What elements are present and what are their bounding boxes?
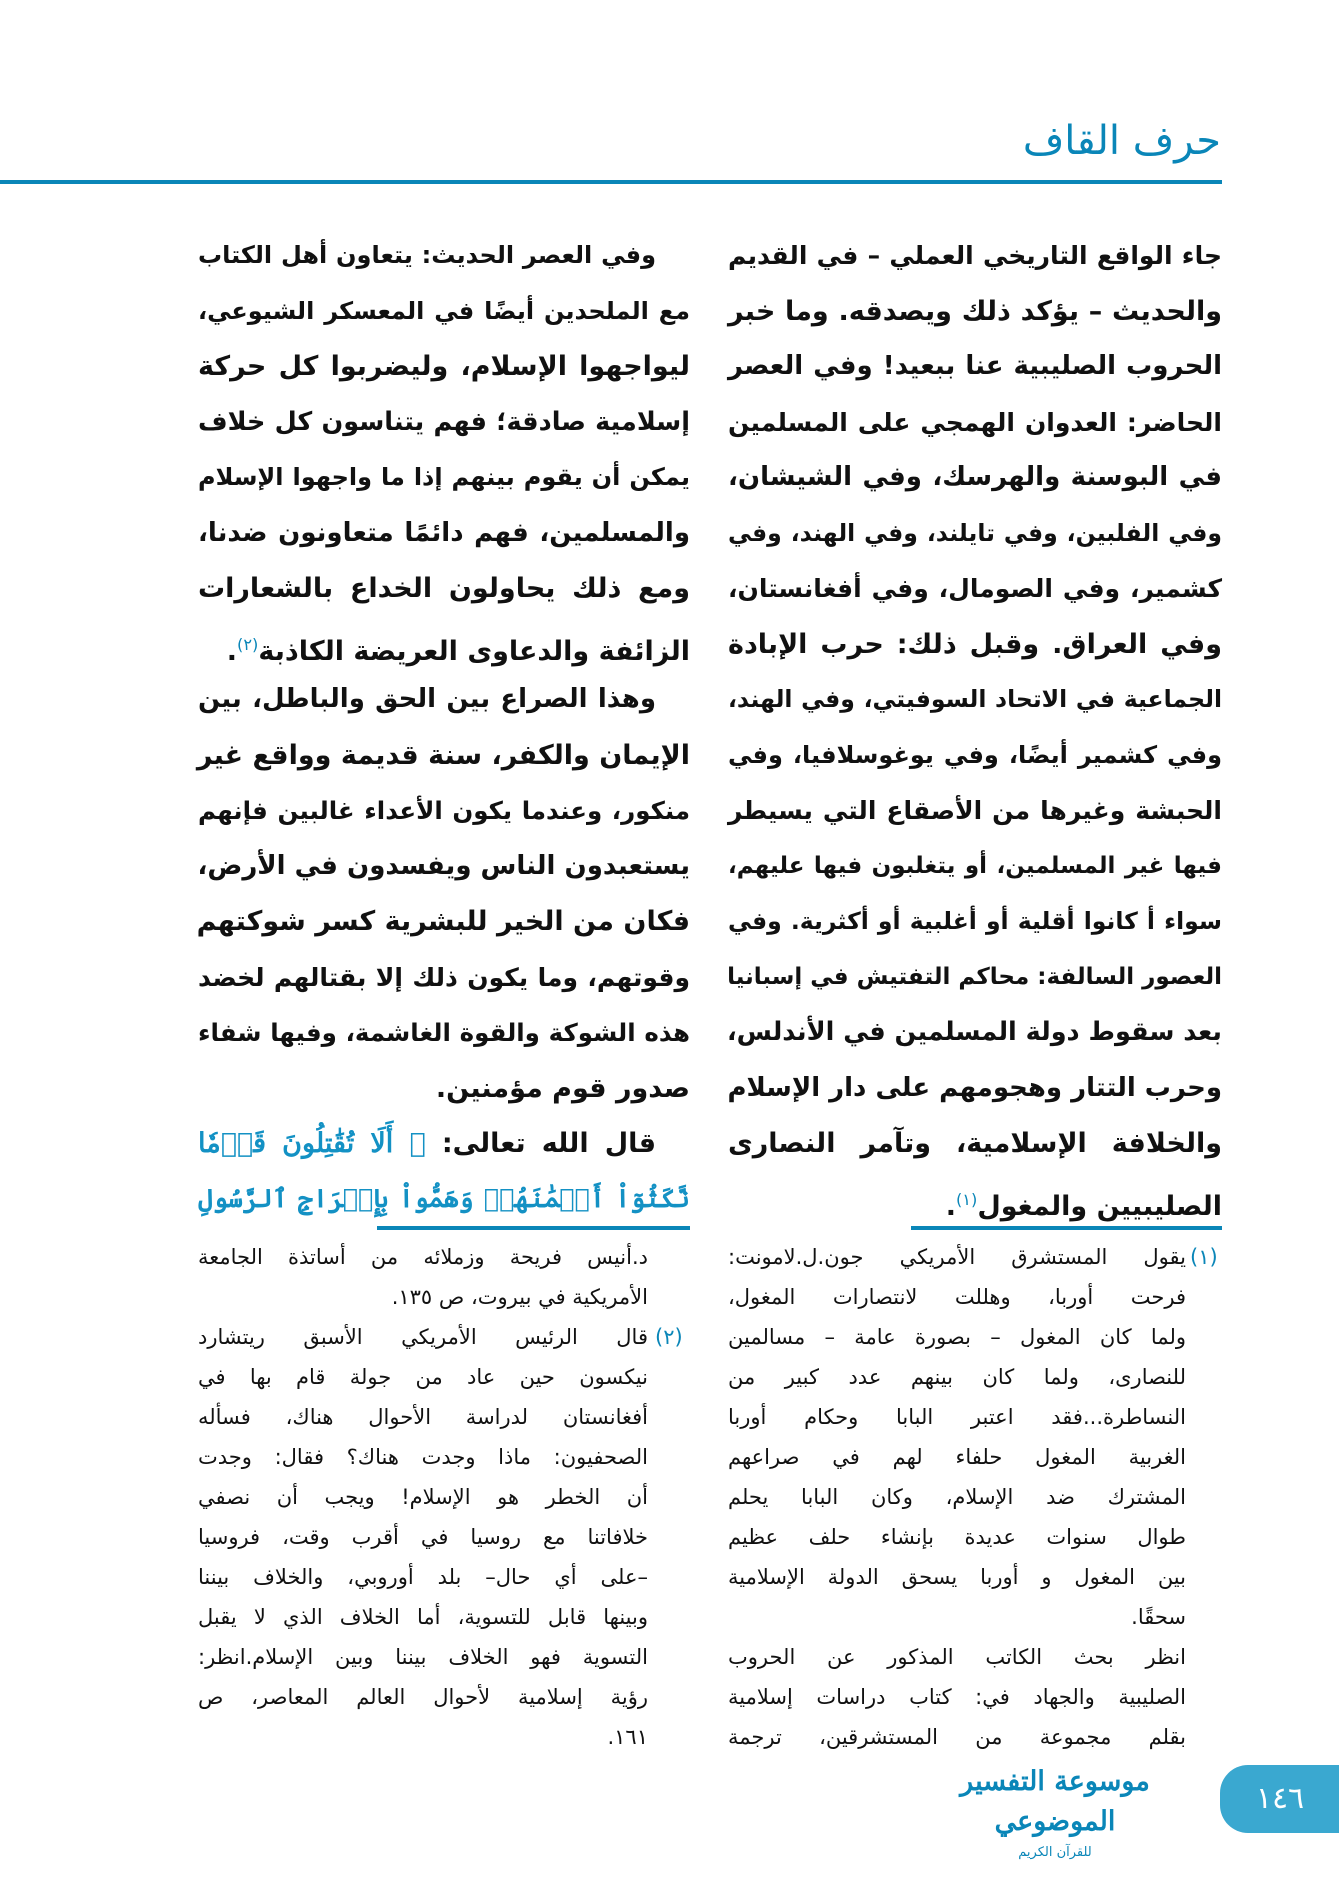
text-line (198, 672, 656, 727)
line-text: يمكن أن يقوم بينهم إذا ما واجهوا الإسلام (198, 463, 690, 491)
text-line (728, 1557, 1186, 1597)
text-line (728, 450, 1222, 505)
line-text: والخلافة الإسلامية، وتآمر النصارى (728, 1128, 1222, 1159)
line-text: إسلامية صادقة؛ فهم يتناسون كل خلاف (198, 406, 690, 437)
text-line (198, 1437, 648, 1477)
line-text: –على أي حال– بلد أوروبي، والخلاف بيننا (198, 1565, 648, 1589)
line-text: وفي الفلبين، وفي تايلند، وفي الهند، وفي (728, 518, 1222, 547)
text-line (198, 1717, 648, 1757)
line-text: ليواجهوا الإسلام، وليضربوا كل حركة (198, 351, 690, 382)
line-text: طوال سنوات عديدة بإنشاء حلف عظيم (728, 1525, 1186, 1549)
line-text: وحرب التتار وهجومهم على دار الإسلام (727, 1072, 1222, 1103)
text-line (728, 561, 1222, 616)
text-line (728, 1677, 1186, 1717)
left-footnotes (198, 1237, 648, 1767)
line-text: مع الملحدين أيضًا في المعسكر الشيوعي، (198, 296, 690, 325)
line-text: المشترك ضد الإسلام، وكان البابا يحلم (728, 1485, 1186, 1509)
line-text: وفي كشمير أيضًا، وفي يوغوسلافيا، وفي (728, 740, 1222, 769)
line-text: وقوتهم، وما يكون ذلك إلا بقتالهم لخضد (198, 962, 690, 992)
text-line (198, 561, 690, 616)
text-line (198, 1061, 690, 1116)
text-line (728, 1517, 1186, 1557)
line-text: وهذا الصراع بين الحق والباطل، بين (198, 684, 656, 714)
line-text: فكان من الخير للبشرية كسر شوكتهم (196, 906, 690, 937)
text-line (198, 617, 690, 672)
footnote-separator-left (377, 1226, 690, 1230)
line-text: النساطرة...فقد اعتبر البابا وحكام أوربا (728, 1405, 1186, 1429)
footnote-number-1: (١) (1190, 1245, 1218, 1269)
text-line (728, 506, 1222, 561)
text-line (728, 839, 1222, 894)
text-line (728, 228, 1222, 283)
text-line (728, 1116, 1222, 1171)
line-text: ١٦١. (607, 1725, 648, 1749)
line-text: ولما كان المغول – بصورة عامة – مسالمين (728, 1325, 1186, 1349)
text-line (198, 1317, 648, 1357)
text-line (198, 1637, 648, 1677)
left-column-body (198, 228, 690, 1228)
line-text: فيها غير المسلمين، أو يتغلبون فيها عليهم، (728, 852, 1222, 879)
text-line (728, 1061, 1222, 1116)
text-line (198, 839, 690, 894)
text-line (728, 1277, 1186, 1317)
text-line (728, 950, 1222, 1005)
text-line (198, 1277, 648, 1317)
line-text: ومع ذلك يحاولون الخداع بالشعارات (198, 573, 690, 604)
footnote-number-2: (٢) (655, 1325, 683, 1349)
text-line (198, 950, 690, 1005)
text-line (198, 1172, 690, 1227)
header-divider (0, 180, 1222, 184)
text-line (728, 617, 1222, 672)
line-text: يقول المستشرق الأمريكي جون.ل.لامونت: (728, 1245, 1186, 1269)
line-text: نيكسون حين عاد من جولة قام بها في (198, 1365, 648, 1389)
text-line (728, 894, 1222, 949)
line-text: للنصارى، ولما كان بينهم عدد كبير من (728, 1365, 1186, 1389)
line-text: والحديث – يؤكد ذلك ويصدقه. وما خبر (728, 295, 1222, 327)
line-text: الحروب الصليبية عنا ببعيد! وفي العصر (728, 351, 1222, 381)
line-text: والمسلمين، فهم دائمًا متعاونون ضدنا، (198, 517, 690, 548)
text-line (198, 1477, 648, 1517)
line-text: التسوية فهو الخلاف بيننا وبين الإسلام.انظر: (198, 1645, 648, 1669)
footnote-reference[interactable]: (٢) (237, 634, 259, 654)
line-text: الغربية المغول حلفاء لهم في صراعهم (728, 1445, 1186, 1469)
line-text: في البوسنة والهرسك، وفي الشيشان، (728, 462, 1222, 492)
line-text: سواء أ كانوا أقلية أو أغلبية أو أكثرية. وفي (728, 907, 1222, 935)
text-line (198, 450, 690, 505)
line-punctuation: . (226, 635, 238, 667)
text-line (728, 1597, 1186, 1637)
text-line (728, 1637, 1186, 1677)
line-text: انظر بحث الكاتب المذكور عن الحروب (728, 1645, 1186, 1669)
logo-subtitle: للقرآن الكريم (1018, 1845, 1092, 1860)
page-number-badge: ١٤٦ (1220, 1765, 1339, 1833)
text-line (728, 1172, 1222, 1227)
line-punctuation: . (945, 1190, 956, 1222)
line-text: جاء الواقع التاريخي العملي – في القديم (728, 241, 1222, 270)
text-line (198, 1677, 648, 1717)
line-text: أفغانستان لدراسة الأحوال هناك، فسأله (198, 1405, 648, 1429)
text-line (198, 228, 656, 283)
text-line (198, 1517, 648, 1557)
text-line (728, 1317, 1186, 1357)
text-line (198, 1005, 690, 1060)
footnote-reference[interactable]: (١) (955, 1189, 978, 1209)
text-line (198, 1397, 648, 1437)
line-text: وبينها قابل للتسوية، أما الخلاف الذي لا يقبل (198, 1605, 648, 1629)
line-text: صدور قوم مؤمنين. (435, 1072, 690, 1104)
line-text: الحبشة وغيرها من الأصقاع التي يسيطر (728, 796, 1222, 825)
line-text: الصليبيين والمغول (977, 1190, 1222, 1222)
text-line (728, 1717, 1186, 1757)
line-text: الإيمان والكفر، سنة قديمة وواقع غير (196, 739, 690, 771)
text-line (198, 395, 690, 450)
text-line (198, 1116, 656, 1171)
text-line (728, 1437, 1186, 1477)
line-text: سحقًا. (1131, 1605, 1186, 1629)
line-text: خلافاتنا مع روسيا في أقرب وقت، فروسيا (198, 1525, 648, 1549)
line-text: الحاضر: العدوان الهمجي على المسلمين (728, 407, 1222, 437)
text-line (728, 1237, 1186, 1277)
text-line (198, 339, 690, 394)
text-line (198, 783, 690, 838)
text-line (728, 395, 1222, 450)
text-line (198, 728, 690, 783)
text-line (198, 1237, 648, 1277)
chapter-title: حرف القاف (1022, 118, 1221, 164)
line-text: وفي العصر الحديث: يتعاون أهل الكتاب (198, 241, 656, 269)
text-line (728, 1357, 1186, 1397)
line-text: وفي العراق. وقبل ذلك: حرب الإبادة (728, 628, 1222, 660)
line-text: الصحفيون: ماذا وجدت هناك؟ فقال: وجدت (198, 1445, 648, 1469)
encyclopedia-logo (930, 1762, 1180, 1864)
text-line (198, 1557, 648, 1597)
line-text: هذه الشوكة والقوة الغاشمة، وفيها شفاء (198, 1018, 690, 1047)
line-text: بقلم مجموعة من المستشرقين، ترجمة (728, 1725, 1186, 1749)
line-text: قال الرئيس الأمريكي الأسبق ريتشارد (198, 1325, 648, 1349)
text-line (728, 783, 1222, 838)
text-line (198, 1597, 648, 1637)
line-text: كشمير، وفي الصومال، وفي أفغانستان، (728, 574, 1222, 603)
logo-title: موسوعة التفسير الموضوعي (960, 1766, 1150, 1837)
line-text: بين المغول و أوربا يسحق الدولة الإسلامية (728, 1565, 1186, 1589)
line-text: فرحت أوربا، وهللت لانتصارات المغول، (728, 1285, 1186, 1309)
line-text: أن الخطر هو الإسلام! ويجب أن نصفي (198, 1485, 648, 1509)
quran-verse: ﴿ أَلَا تُقَٰتِلُونَ قَوۡمٗا (198, 1128, 426, 1159)
line-text: بعد سقوط دولة المسلمين في الأندلس، (726, 1017, 1222, 1047)
line-text: منكور، وعندما يكون الأعداء غالبين فإنهم (198, 796, 690, 825)
line-text: الأمريكية في بيروت، ص ١٣٥. (391, 1285, 648, 1309)
line-text: الزائفة والدعاوى العريضة الكاذبة (258, 635, 690, 667)
line-text: قال الله تعالى: (425, 1128, 656, 1159)
line-text: العصور السالفة: محاكم التفتيش في إسبانيا (727, 963, 1222, 990)
text-line (198, 1357, 648, 1397)
line-text: الجماعية في الاتحاد السوفيتي، وفي الهند، (728, 685, 1222, 713)
text-line (728, 1477, 1186, 1517)
right-footnotes (728, 1237, 1186, 1767)
text-line (728, 728, 1222, 783)
line-text: رؤية إسلامية لأحوال العالم المعاصر، ص (198, 1685, 648, 1709)
text-line (728, 1397, 1186, 1437)
line-text: يستعبدون الناس ويفسدون في الأرض، (197, 850, 690, 881)
text-line (728, 672, 1222, 727)
line-text: الصليبية والجهاد في: كتاب دراسات إسلامية (728, 1685, 1186, 1709)
line-text: د.أنيس فريحة وزملائه من أساتذة الجامعة (198, 1245, 648, 1269)
footnote-separator-right (911, 1226, 1222, 1230)
text-line (728, 284, 1222, 339)
text-line (198, 506, 690, 561)
text-line (728, 339, 1222, 394)
text-line (198, 894, 690, 949)
quran-verse: نَّكَثُوٓاْ أَيۡمَٰنَهُمۡ وَهَمُّواْ بِإِخۡرَاجِ ٱلرَّسُولِ (198, 1183, 690, 1214)
right-column-body (728, 228, 1222, 1228)
text-line (198, 284, 690, 339)
text-line (728, 1005, 1222, 1060)
